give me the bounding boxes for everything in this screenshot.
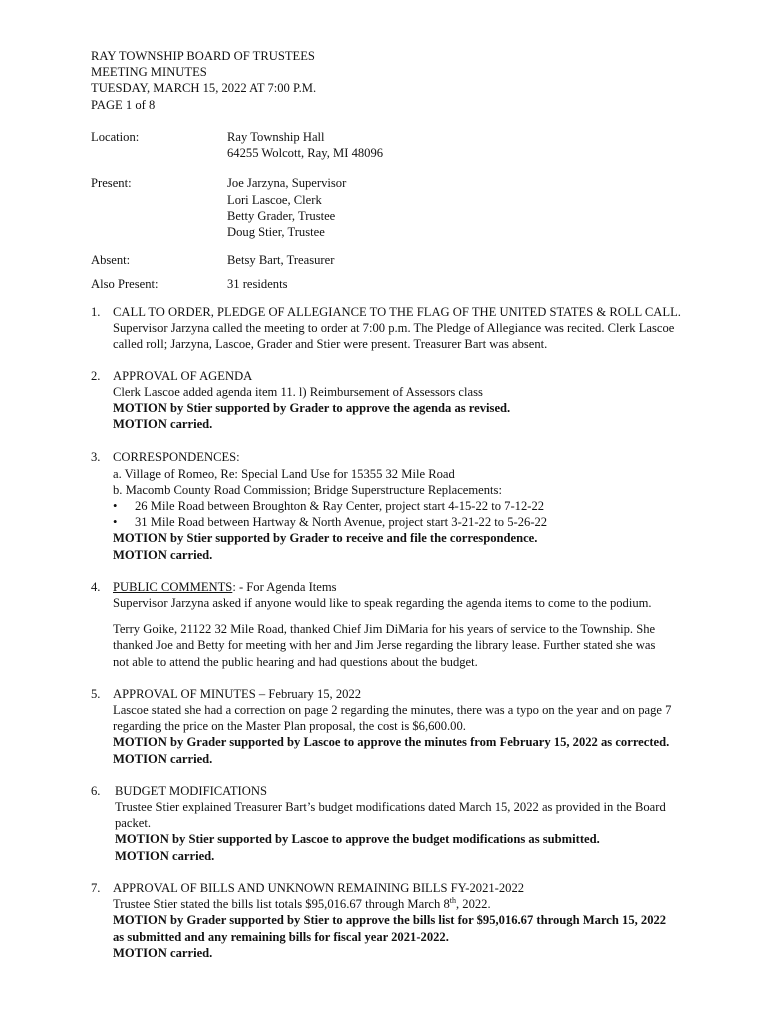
location-address: 64255 Wolcott, Ray, MI 48096 bbox=[227, 146, 384, 161]
present-member: Joe Jarzyna, Supervisor bbox=[227, 176, 347, 191]
absent-label: Absent: bbox=[91, 253, 131, 268]
present-label: Present: bbox=[91, 176, 132, 191]
present-row bbox=[91, 175, 711, 240]
motion-text: MOTION by Stier supported by Lascoe to approve the budget modifications as submitted. bbox=[115, 832, 600, 847]
meeting-info bbox=[91, 129, 711, 293]
section-title: APPROVAL OF AGENDA bbox=[113, 368, 253, 383]
motion-text: MOTION by Stier supported by Grader to receive and file the correspondence. bbox=[113, 531, 538, 546]
section-text: a. Village of Romeo, Re: Special Land Use for 15355 32 Mile Road bbox=[113, 466, 455, 481]
present-member: Doug Stier, Trustee bbox=[227, 225, 325, 240]
motion-text: MOTION by Grader supported by Stier to approve the bills list for $95,016.67 through March 15, 2022 bbox=[113, 913, 667, 928]
also-present-value: 31 residents bbox=[227, 277, 288, 292]
section-public-comments bbox=[91, 579, 741, 670]
bullet-text: 31 Mile Road between Hartway & North Avenue, project start 3-21-22 to 5-26-22 bbox=[135, 515, 548, 530]
section-title: APPROVAL OF BILLS AND UNKNOWN REMAINING BILLS FY-2021-2022 bbox=[113, 880, 525, 895]
section-text: Supervisor Jarzyna asked if anyone would like to speak regarding the agenda items to come to the podium. bbox=[113, 596, 652, 611]
motion-carried: MOTION carried. bbox=[113, 417, 213, 432]
motion-carried: MOTION carried. bbox=[113, 751, 213, 766]
section-number: 3. bbox=[91, 450, 101, 465]
section-title-suffix: : - For Agenda Items bbox=[232, 579, 337, 594]
section-approval-of-minutes bbox=[91, 686, 741, 767]
motion-text: as submitted and any remaining bills for fiscal year 2021-2022. bbox=[113, 929, 449, 944]
bullet-icon: • bbox=[113, 515, 118, 530]
section-number: 2. bbox=[91, 368, 101, 383]
section-call-to-order bbox=[91, 304, 741, 353]
section-text: packet. bbox=[115, 816, 152, 831]
also-present-label: Also Present: bbox=[91, 277, 159, 292]
bullet-item bbox=[113, 514, 741, 530]
section-title: APPROVAL OF MINUTES – February 15, 2022 bbox=[113, 686, 362, 701]
section-title bbox=[113, 579, 741, 595]
motion-carried: MOTION carried. bbox=[115, 848, 215, 863]
section-title: BUDGET MODIFICATIONS bbox=[115, 783, 267, 798]
also-present-row bbox=[91, 276, 711, 292]
section-text: Supervisor Jarzyna called the meeting to order at 7:00 p.m. The Pledge of Allegiance was recited. Clerk Lascoe bbox=[113, 321, 675, 336]
bullet-icon: • bbox=[113, 499, 118, 514]
section-text: Lascoe stated she had a correction on page 2 regarding the minutes, there was a typo on the year and on page 7 bbox=[113, 703, 672, 718]
section-title-underlined: PUBLIC COMMENTS bbox=[113, 579, 233, 594]
public-comment-paragraph bbox=[113, 621, 741, 670]
section-number: 7. bbox=[91, 880, 101, 895]
location-venue: Ray Township Hall bbox=[227, 130, 325, 144]
location-row bbox=[91, 129, 711, 161]
section-number: 6. bbox=[91, 783, 101, 798]
section-title: CORRESPONDENCES: bbox=[113, 450, 240, 465]
section-budget-modifications bbox=[91, 783, 741, 864]
header-date: TUESDAY, MARCH 15, 2022 AT 7:00 P.M. bbox=[91, 81, 317, 96]
motion-text: MOTION by Stier supported by Grader to approve the agenda as revised. bbox=[113, 401, 511, 416]
location-label: Location: bbox=[91, 130, 140, 144]
present-member: Betty Grader, Trustee bbox=[227, 208, 336, 223]
section-text: thanked Joe and Betty for meeting with her and Jim Jerse regarding the library lease. Further stated she was bbox=[113, 638, 656, 653]
ordinal-suffix: th bbox=[449, 895, 456, 905]
header-doc-type: MEETING MINUTES bbox=[91, 65, 207, 80]
section-correspondences bbox=[91, 449, 741, 562]
section-text: not able to attend the public hearing and had questions about the budget. bbox=[113, 654, 478, 669]
section-text bbox=[113, 896, 741, 912]
present-member: Lori Lascoe, Clerk bbox=[227, 192, 322, 207]
header-board-title: RAY TOWNSHIP BOARD OF TRUSTEES bbox=[91, 49, 315, 63]
header-page-number: PAGE 1 of 8 bbox=[91, 97, 156, 112]
section-approval-of-bills bbox=[91, 880, 741, 961]
motion-text: MOTION by Grader supported by Lascoe to approve the minutes from February 15, 2022 as corrected. bbox=[113, 735, 670, 750]
absent-value: Betsy Bart, Treasurer bbox=[227, 253, 335, 268]
motion-carried: MOTION carried. bbox=[113, 945, 213, 960]
section-text: called roll; Jarzyna, Lascoe, Grader and Stier were present. Treasurer Bart was absent. bbox=[113, 337, 548, 352]
section-number: 1. bbox=[91, 305, 101, 319]
bills-total-text: Trustee Stier stated the bills list totals $95,016.67 through March 8 bbox=[113, 897, 450, 912]
section-text: Terry Goike, 21122 32 Mile Road, thanked Chief Jim DiMaria for his years of service to the Township. She bbox=[113, 622, 656, 637]
document-header bbox=[91, 48, 316, 113]
absent-row bbox=[91, 252, 711, 268]
section-number: 4. bbox=[91, 579, 101, 594]
bullet-item bbox=[113, 498, 741, 514]
section-text: Trustee Stier explained Treasurer Bart’s budget modifications dated March 15, 2022 as provided in the Board bbox=[115, 800, 666, 815]
bullet-text: 26 Mile Road between Broughton & Ray Center, project start 4-15-22 to 7-12-22 bbox=[135, 499, 545, 514]
section-title: CALL TO ORDER, PLEDGE OF ALLEGIANCE TO THE FLAG OF THE UNITED STATES & ROLL CALL. bbox=[113, 305, 681, 319]
section-number: 5. bbox=[91, 686, 101, 701]
bills-total-year: , 2022. bbox=[455, 897, 491, 912]
motion-carried: MOTION carried. bbox=[113, 547, 213, 562]
section-text: Clerk Lascoe added agenda item 11. l) Reimbursement of Assessors class bbox=[113, 384, 483, 399]
section-text: b. Macomb County Road Commission; Bridge Superstructure Replacements: bbox=[113, 482, 502, 497]
section-approval-of-agenda bbox=[91, 368, 741, 433]
agenda-sections bbox=[91, 304, 741, 961]
section-text: regarding the price on the Master Plan proposal, the cost is $6,600.00. bbox=[113, 719, 466, 734]
